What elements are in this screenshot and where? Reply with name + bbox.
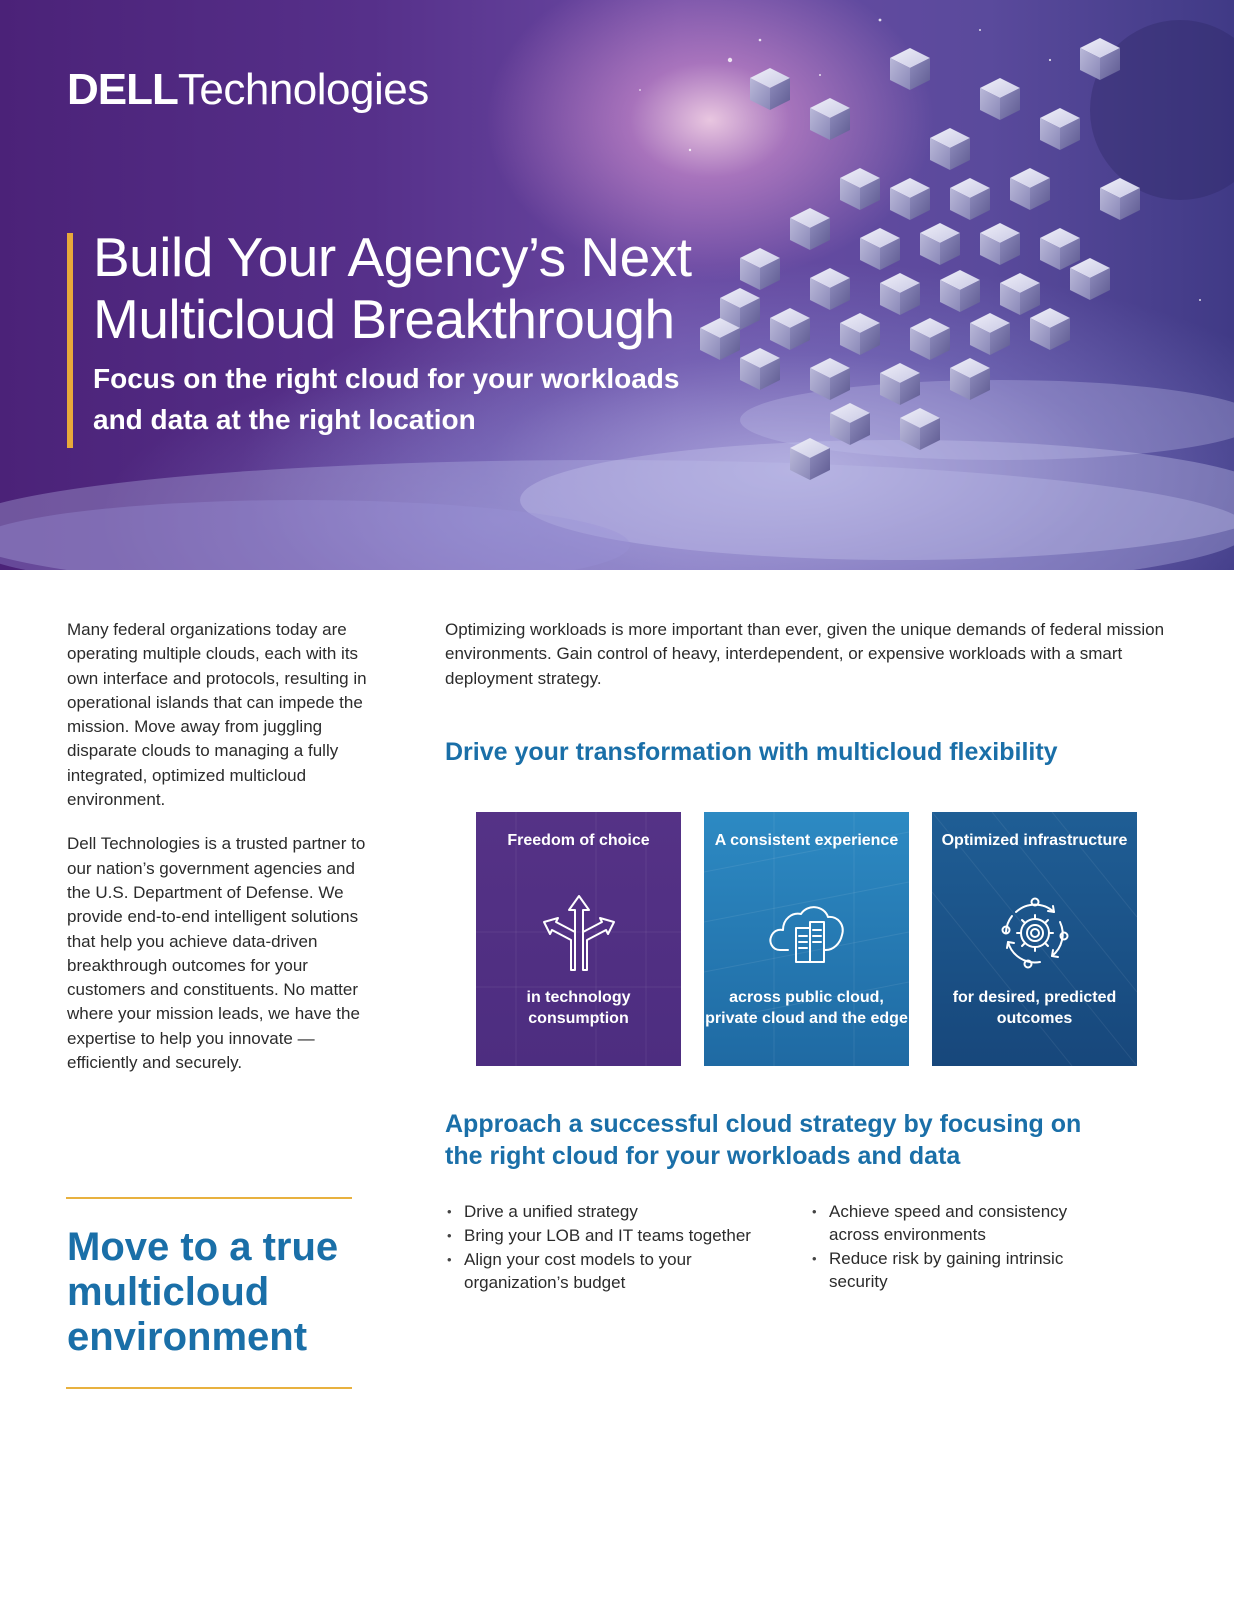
card-title: Freedom of choice — [507, 832, 650, 849]
dell-technologies-logo — [67, 66, 429, 114]
intro-left-column — [67, 618, 377, 1095]
callout-top-rule — [66, 1197, 352, 1199]
cube-cluster-graphic — [700, 20, 1234, 500]
strategy-heading: Approach a successful cloud strategy by focusing on the right cloud for your workloads and data — [445, 1110, 1082, 1170]
list-item: • Bring your LOB and IT teams together — [445, 1224, 790, 1247]
card-optimized-infrastructure — [932, 812, 1137, 1066]
card-title: Optimized infrastructure — [941, 832, 1128, 849]
strategy-bullets-left — [445, 1200, 790, 1295]
card-caption: in technology consumption — [526, 989, 631, 1027]
strategy-bullets-right — [810, 1200, 1110, 1294]
logo-dell-wordmark: DELL — [67, 65, 178, 114]
logo-technologies-wordmark: Technologies — [177, 65, 429, 114]
card-caption: across public cloud, private cloud and the edge — [705, 989, 908, 1027]
flexibility-heading: Drive your transformation with multicloud flexibility — [445, 738, 1058, 766]
card-freedom-of-choice — [476, 812, 681, 1066]
diverging-arrows-icon — [538, 892, 620, 974]
card-title: A consistent experience — [714, 832, 899, 849]
cloud-documents-icon — [766, 892, 848, 974]
list-item: • Reduce risk by gaining intrinsic security — [810, 1247, 1110, 1293]
list-item: • Drive a unified strategy — [445, 1200, 790, 1223]
card-caption: for desired, predicted outcomes — [952, 989, 1117, 1027]
card-consistent-experience — [704, 812, 909, 1066]
intro-paragraph: Many federal organizations today are operating multiple clouds, each with its own interface and protocols, resulting in operational islands that can impede the mission. Move away from juggling disparate clouds to managing a fully integrated, optimized multicloud environment. — [67, 620, 367, 810]
gear-cycle-icon — [994, 892, 1076, 974]
callout-heading: Move to a true multicloud environment — [67, 1225, 339, 1359]
intro-right-paragraph: Optimizing workloads is more important than ever, given the unique demands of federal mission environments. Gain control of heavy, interdependent, or expensive workloads with a smart deployment strategy. — [445, 620, 1165, 688]
intro-paragraph: Dell Technologies is a trusted partner to our nation’s government agencies and the U.S. Department of Defense. We provide end-to-end intelligent solutions that help you achieve data-driven breakthrough outcomes for your customers and constituents. No matter where your mission leads, we have the expertise to help you innovate — efficiently and securely. — [67, 834, 366, 1073]
hero-banner — [0, 0, 1234, 570]
page-subtitle: Focus on the right cloud for your workloads and data at the right location — [93, 363, 680, 435]
list-item: • Achieve speed and consistency across environments — [810, 1200, 1110, 1246]
page-title: Build Your Agency’s Next Multicloud Breakthrough — [93, 226, 692, 350]
list-item: • Align your cost models to your organization’s budget — [445, 1248, 790, 1294]
title-accent-bar — [67, 233, 73, 448]
callout-bottom-rule — [66, 1387, 352, 1389]
